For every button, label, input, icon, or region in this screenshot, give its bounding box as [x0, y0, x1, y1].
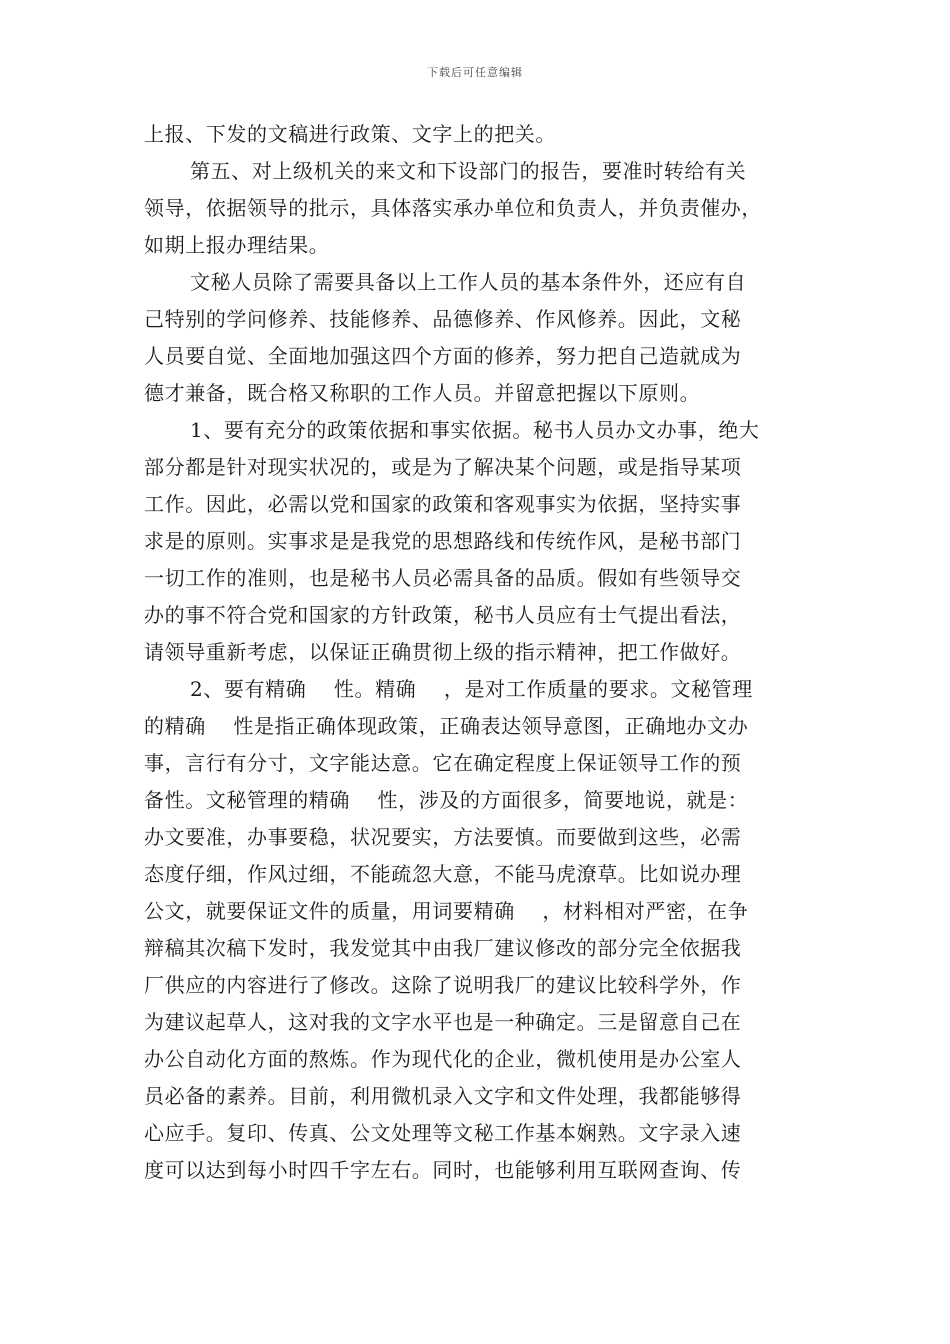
document-body: [144, 116, 808, 1189]
text-line: 部分都是针对现实状况的，或是为了解决某个问题，或是指导某项: [144, 455, 742, 479]
text-line: 一切工作的准则，也是秘书人员必需具备的品质。假如有些领导交: [144, 566, 742, 590]
text-line: 事，言行有分寸，文字能达意。它在确定程度上保证领导工作的预: [144, 751, 742, 775]
text-line: 领导，依据领导的批示，具体落实承办单位和负责人，并负责催办，: [144, 196, 762, 220]
text-line: 1、要有充分的政策依据和事实依据。秘书人员办文办事，绝大: [190, 418, 760, 442]
text-line: 员必备的素养。目前，利用微机录入文字和文件处理，我都能够得: [144, 1084, 742, 1108]
text-line: 办公自动化方面的熬炼。作为现代化的企业，微机使用是办公室人: [144, 1047, 742, 1071]
text-line: 办文要准，办事要稳，状况要实，方法要慎。而要做到这些，必需: [144, 825, 742, 849]
text-line: 的精确 性是指正确体现政策，正确表达领导意图，正确地办文办: [144, 714, 749, 738]
text-line: 态度仔细，作风过细，不能疏忽大意，不能马虎潦草。比如说办理: [144, 862, 742, 886]
text-line: 如期上报办理结果。: [144, 233, 330, 257]
text-line: 2、要有精确 性。精确 ，是对工作质量的要求。文秘管理: [190, 677, 753, 701]
page-header: 下载后可任意编辑: [427, 66, 523, 79]
text-line: 己特别的学问修养、技能修养、品德修养、作风修养。因此，文秘: [144, 307, 742, 331]
text-line: 度可以达到每小时四千字左右。同时，也能够利用互联网查询、传: [144, 1158, 742, 1182]
text-line: 心应手。复印、传真、公文处理等文秘工作基本娴熟。文字录入速: [144, 1121, 742, 1145]
text-line: 为建议起草人，这对我的文字水平也是一种确定。三是留意自己在: [144, 1010, 742, 1034]
text-line: 厂供应的内容进行了修改。这除了说明我厂的建议比较科学外，作: [144, 973, 742, 997]
text-line: 辩稿其次稿下发时，我发觉其中由我厂建议修改的部分完全依据我: [144, 936, 742, 960]
text-line: 德才兼备，既合格又称职的工作人员。并留意把握以下原则。: [144, 381, 701, 405]
text-line: 工作。因此，必需以党和国家的政策和客观事实为依据，坚持实事: [144, 492, 742, 516]
text-line: 文秘人员除了需要具备以上工作人员的基本条件外，还应有自: [190, 270, 747, 294]
text-line: 办的事不符合党和国家的方针政策，秘书人员应有士气提出看法，: [144, 603, 742, 627]
text-line: 请领导重新考虑，以保证正确贯彻上级的指示精神，把工作做好。: [144, 640, 742, 664]
text-line: 公文，就要保证文件的质量，用词要精确 ，材料相对严密，在争: [144, 899, 749, 923]
text-line: 求是的原则。实事求是是我党的思想路线和传统作风，是秘书部门: [144, 529, 742, 553]
text-line: 第五、对上级机关的来文和下设部门的报告，要准时转给有关: [190, 159, 747, 183]
text-line: 人员要自觉、全面地加强这四个方面的修养，努力把自己造就成为: [144, 344, 742, 368]
text-line: 上报、下发的文稿进行政策、文字上的把关。: [144, 122, 556, 146]
text-line: 备性。文秘管理的精确 性，涉及的方面很多，简要地说，就是：: [144, 788, 749, 812]
